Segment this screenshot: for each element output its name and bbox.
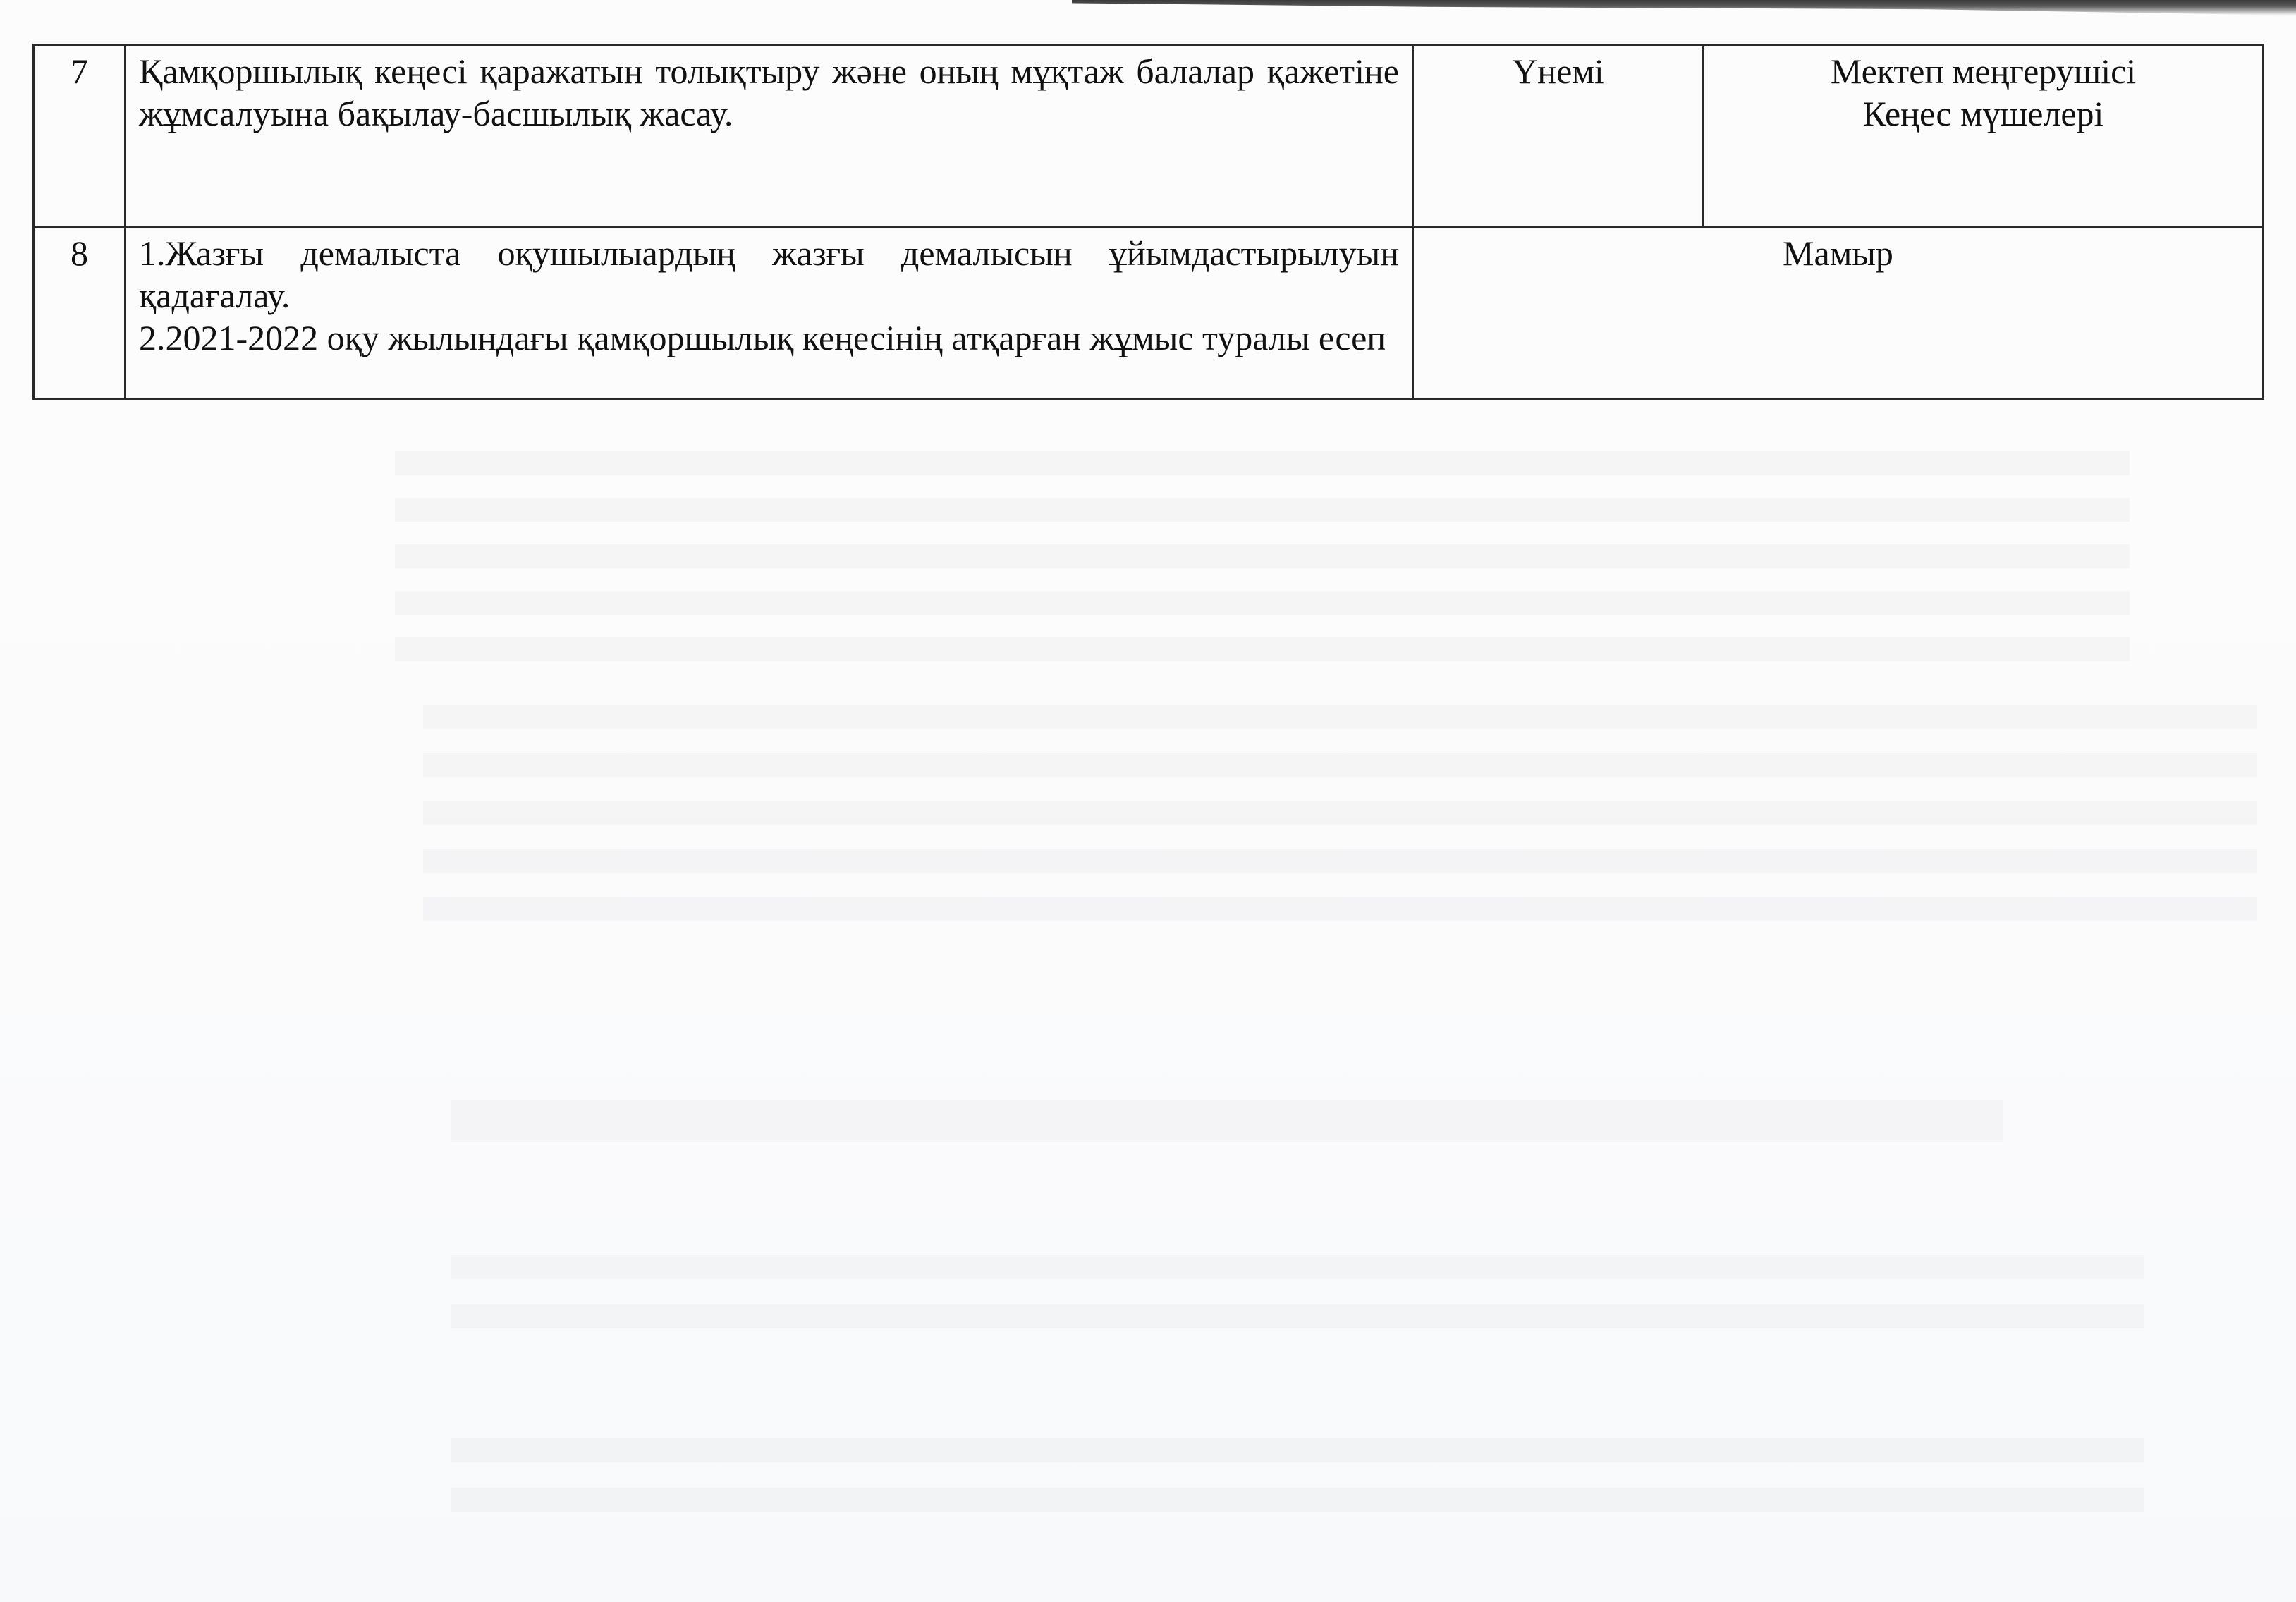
work-plan-table [32,44,2264,400]
row-number: 8 [34,227,126,399]
responsible-cell [1704,45,2264,227]
bleed-through-mark [395,451,2130,663]
bleed-through-mark [451,1100,2003,1142]
task-description [126,227,1413,399]
task-description [126,45,1413,227]
task-line: Қамқоршылық кеңесі қаражатын толықтыру және оның мұқтаж балалар қажетіне жұмсалуына бақылау-басшылық жасау. [139,51,1399,133]
bleed-through-mark [451,1255,2144,1333]
table-row [34,227,2264,399]
scan-top-edge-shadow [1072,0,2296,16]
bleed-through-mark [423,705,2257,945]
row-number: 7 [34,45,126,227]
table-row [34,45,2264,227]
responsible-line: Мектеп меңгерушісі [1830,51,2137,91]
task-line: 1.Жазғы демалыста оқушылыардың жазғы демалысын ұйымдастырылуын қадағалау. [139,233,1399,315]
bleed-through-mark [451,1438,2144,1516]
deadline-cell: Үнемі [1413,45,1704,227]
responsible-line: Кеңес мүшелері [1862,94,2104,133]
deadline-cell: Мамыр [1413,227,2264,399]
task-line: 2.2021-2022 оқу жылындағы қамқоршылық кеңесінің атқарған жұмыс туралы есеп [139,318,1386,357]
